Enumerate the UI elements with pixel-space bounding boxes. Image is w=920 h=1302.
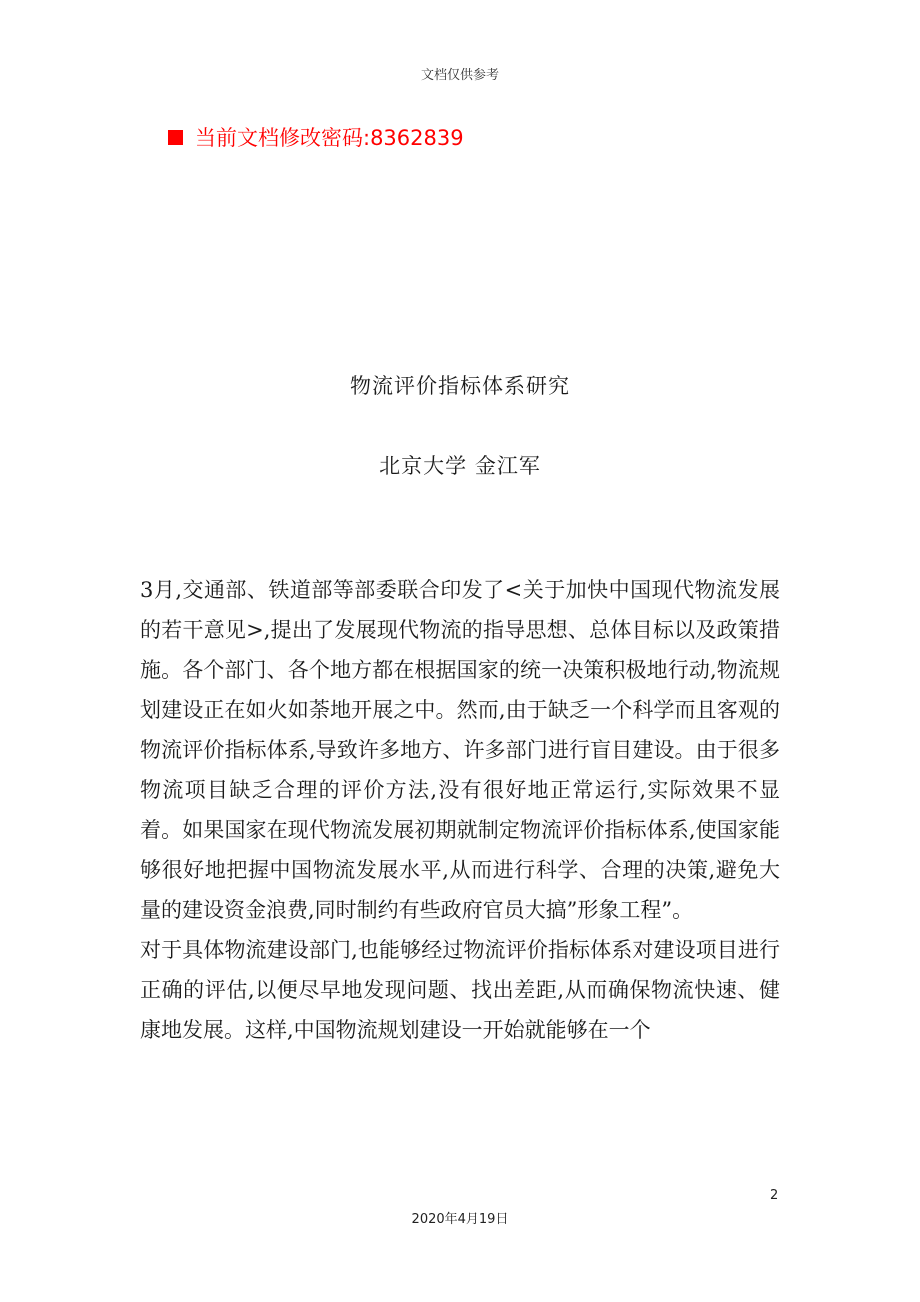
document-title: 物流评价指标体系研究 — [350, 374, 570, 398]
document-author: 北京大学 金江军 — [379, 454, 541, 478]
footer-date: 2020年4月19日 — [411, 1212, 509, 1227]
password-notice-text: 当前文档修改密码:8362839 — [195, 126, 464, 150]
password-notice — [168, 122, 464, 152]
header-note: 文档仅供参考 — [420, 68, 499, 83]
page-number: 2 — [770, 1188, 779, 1203]
paragraph: 对于具体物流建设部门,也能够经过物流评价指标体系对建设项目进行正确的评估,以便尽早地发现问题、找出差距,从而确保物流快速、健康地发展。这样,中国物流规划建设一开始就能够在一个 — [140, 938, 780, 1042]
paragraph: 3月,交通部、铁道部等部委联合印发了<关于加快中国现代物流发展的若干意见>,提出了发展现代物流的指导思想、总体目标以及政策措施。各个部门、各个地方都在根据国家的统一决策积极地行动,物流规划建设正在如火如荼地开展之中。然而,由于缺乏一个科学而且客观的物流评价指标体系,导致许多地方、许多部门进行盲目建设。由于很多物流项目缺乏合理的评价方法,没有很好地正常运行,实际效果不显着。如果国家在现代物流发展初期就制定物流评价指标体系,使国家能够很好地把握中国物流发展水平,从而进行科学、合理的决策,避免大量的建设资金浪费,同时制约有些政府官员大搞”形象工程”。 — [140, 578, 780, 922]
red-square-icon — [168, 130, 183, 145]
document-body — [140, 570, 780, 1050]
